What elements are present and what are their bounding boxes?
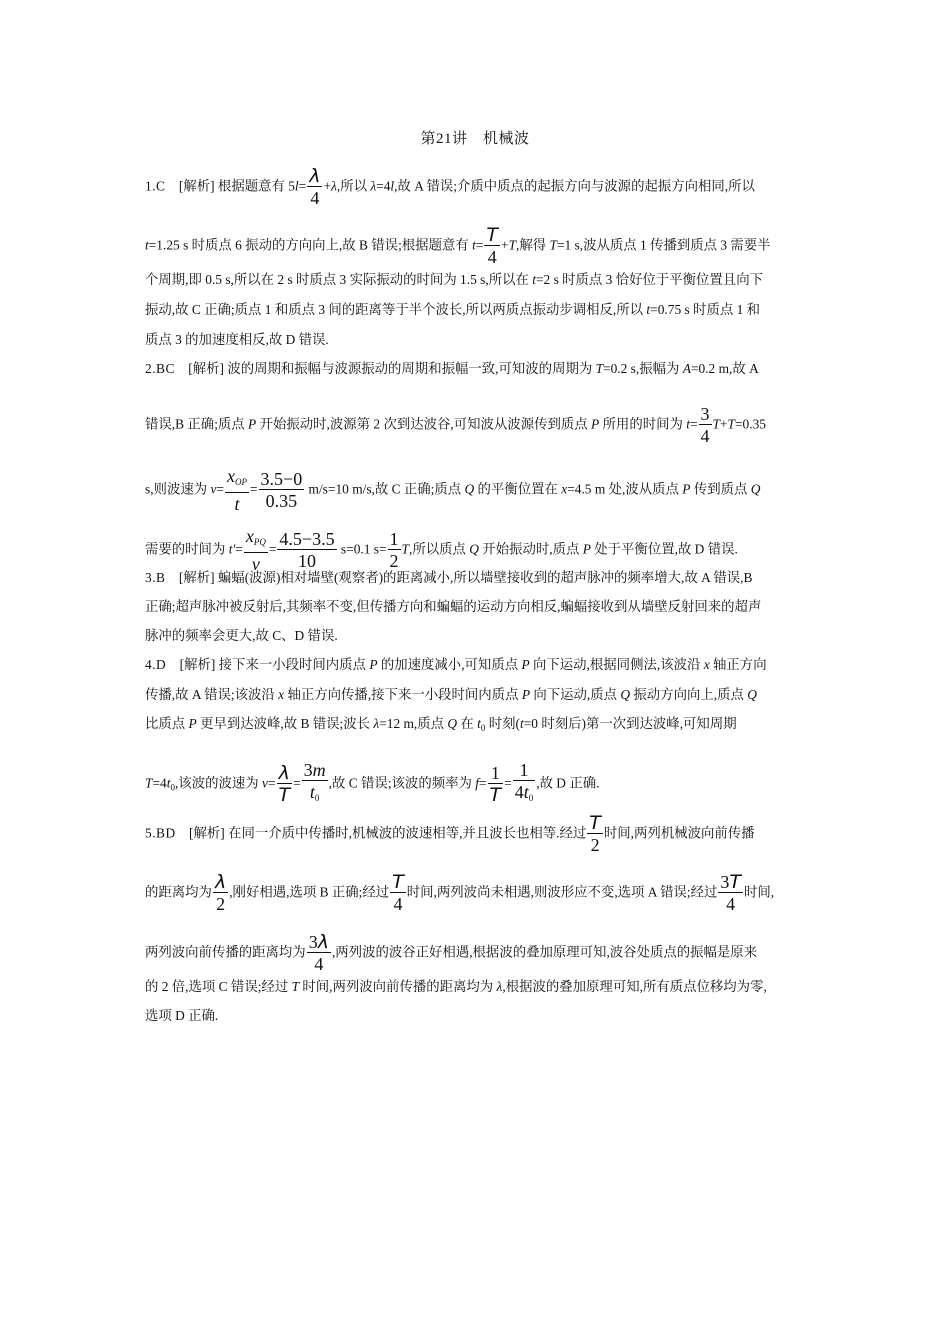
item-1-line-4: 振动,故 C 正确;质点 1 和质点 3 间的距离等于半个波长,所以两质点振动步调相反,所以 t=0.75 s 时质点 1 和 [145, 302, 761, 317]
item-3-label: 3.B [145, 570, 166, 585]
item-2-line-1: 2.BC [解析] 波的周期和振幅与波源振动的周期和振幅一致,可知波的周期为 T=0.2 s,振幅为 A=0.2 m,故 A [145, 361, 759, 376]
item-5-line-2: 的距离均为 $\frac{\lambda}{2}$ ,刚好相遇,选项 B 正确;经过 $\frac{T}{4}$ 时间,两列波尚未相遇,则波形应不变,选项 A 错误;经过 $\frac{3T}{4}$ 时间, [145, 871, 775, 914]
item-4-line-4: $T=4t_0$,该波的波速为 v= $\frac{\lambda}{T}$ = $\frac{3m}{t_0}$ ,故 C 错误;该波的频率为 f= $\frac{1}{T}$ = $\frac{1}{4t_0}$ ,故 D 正确. [145, 760, 600, 806]
item-5-line-1: 5.BD [解析] 在同一介质中传播时,机械波的波速相等,并且波长也相等.经过 $\frac{T}{2}$ 时间,两列机械波向前传播 [145, 812, 755, 855]
item-4-label: 4.D [145, 657, 167, 672]
item-5-line-3: 两列波向前传播的距离均为 $\frac{3\lambda}{4}$ ,两列波的波谷正好相遇,根据波的叠加原理可知,波谷处质点的振幅是原来 [145, 931, 758, 974]
page-title: 第21讲 机械波 [420, 131, 530, 147]
item-2-label: 2.BC [145, 361, 175, 376]
item-2-line-4: 需要的时间为 t'= $\frac{x_{PQ}}{v}$ = $\frac{4.5-3.5}{10}$ s=0.1 s= $\frac{1}{2}$ T,所以质点 Q 开始振动时,质点 P 处于平衡位置,故 D 错误. [145, 526, 738, 574]
item-1-line-3: 个周期,即 0.5 s,所以在 2 s 时质点 3 实际振动的时间为 1.5 s,所以在 t=2 s 时质点 3 恰好位于平衡位置且向下 [145, 272, 763, 287]
item-1-line-1: 1.C [解析] 根据题意有 5l= $\frac{\lambda}{4}$ +λ,所以 λ=4l,故 A 错误;介质中质点的起振方向与波源的起振方向相同,所以 [145, 165, 755, 208]
item-5-label: 5.BD [145, 825, 176, 841]
item-4-line-1: 4.D [解析] 接下来一小段时间内质点 P 的加速度减小,可知质点 P 向下运动,根据同侧法,该波沿 x 轴正方向 [145, 657, 767, 672]
item-3-line-3: 脉冲的频率会更大,故 C、D 错误. [145, 628, 338, 643]
item-3-line-2: 正确;超声脉冲被反射后,其频率不变,但传播方向和蝙蝠的运动方向相反,蝙蝠接收到从墙壁反射回来的超声 [145, 599, 762, 614]
item-1-line-2: t=1.25 s 时质点 6 振动的方向向上,故 B 错误;根据题意有 t= $\frac{T}{4}$ +T,解得 T=1 s,波从质点 1 传播到质点 3 需要半 [145, 224, 771, 267]
item-1-label: 1.C [145, 178, 166, 194]
item-5-line-4: 的 2 倍,选项 C 错误;经过 T 时间,两列波向前传播的距离均为 λ,根据波的叠加原理可知,所有质点位移均为零, [145, 979, 767, 994]
item-1-line-5: 质点 3 的加速度相反,故 D 错误. [145, 332, 329, 347]
item-5-line-5: 选项 D 正确. [145, 1008, 219, 1023]
item-3-line-1: 3.B [解析] 蝙蝠(波源)相对墙壁(观察者)的距离减小,所以墙壁接收到的超声脉冲的频率增大,故 A 错误,B [145, 570, 753, 585]
item-2-line-3: s,则波速为 v= $\frac{x_{OP}}{t}$ = $\frac{3.5-0}{0.35}$ m/s=10 m/s,故 C 正确;质点 Q 的平衡位置在 x=4.5 m 处,波从质点 P 传到质点 Q [145, 466, 761, 514]
item-4-line-3: 比质点 P 更早到达波峰,故 B 错误;波长 λ=12 m,质点 Q 在 $t_0$ 时刻(t=0 时刻后)第一次到达波峰,可知周期 [145, 716, 737, 733]
item-4-line-2: 传播,故 A 错误;该波沿 x 轴正方向传播,接下来一小段时间内质点 P 向下运动,质点 Q 振动方向向上,质点 Q [145, 687, 757, 702]
item-2-line-2: 错误,B 正确;质点 P 开始振动时,波源第 2 次到达波谷,可知波从波源传到质点 P 所用的时间为 t= $\frac{3}{4}$ T+T=0.35 [145, 404, 766, 446]
